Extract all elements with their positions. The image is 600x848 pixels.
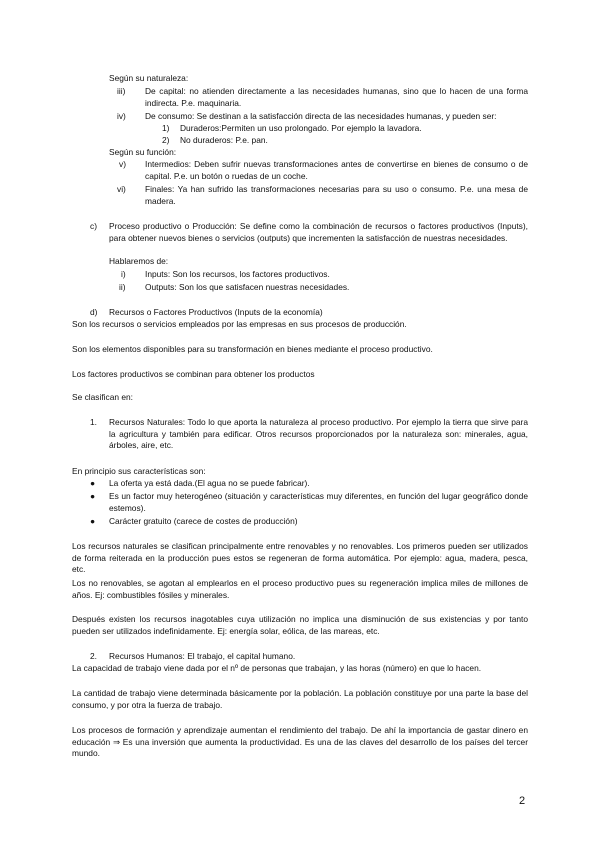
item-marker: vi)	[117, 184, 126, 194]
item-intermedios: Intermedios: Deben sufrir nuevas transformaciones antes de convertirse en bienes de consumo o de capital. P.e. un botón o ruedas de un coche.	[145, 159, 528, 181]
bullet-icon: ●	[90, 478, 96, 488]
item-finales: Finales: Ya han sufrido las transformaciones necesarias para su uso o consumo. P.e. una mesa de madera.	[145, 184, 528, 206]
sub-item-no-duraderos: No duraderos: P.e. pan.	[180, 135, 268, 145]
section-c-marker: c)	[90, 221, 97, 231]
item-outputs: Outputs: Son los que satisfacen nuestras necesidades.	[145, 282, 350, 292]
recursos-naturales-text: Recursos Naturales: Todo lo que aporta la naturaleza al proceso productivo. Por ejemplo la tierra que sirve para la agricultura y también para edificar. Otros recursos proporcionados por la naturaleza son: minerales, agua, árboles, aire, etc.	[109, 417, 528, 450]
sub-item-duraderos: Duraderos:Permiten un uso prolongado. Por ejemplo la lavadora.	[180, 123, 422, 133]
item-marker: iv)	[117, 111, 126, 121]
funcion-heading: Según su función:	[109, 147, 177, 157]
item-marker: iii)	[117, 86, 126, 96]
recursos-humanos-heading: Recursos Humanos: El trabajo, el capital humano.	[109, 651, 296, 661]
paragraph: La cantidad de trabajo viene determinada básicamente por la población. La población constituye por una parte la base del consumo, y por otra la fuerza de trabajo.	[72, 688, 528, 710]
paragraph: La capacidad de trabajo viene dada por el nº de personas que trabajan, y las horas (número) en que lo hacen.	[72, 663, 482, 673]
paragraph-inagotables: Después existen los recursos inagotables cuya utilización no implica una disminución de sus existencias y por tanto pueden ser utilizados indefinidamente. Ej: energía solar, eólica, de las mareas, etc.	[72, 614, 528, 636]
section-d-marker: d)	[90, 307, 98, 317]
page-number: 2	[519, 795, 526, 807]
sub-marker: 1)	[162, 123, 170, 133]
paragraph-renovables: Los recursos naturales se clasifican principalmente entre renovables y no renovables. Los primeros pueden ser utilizados de forma reiterada en la producción pues estos se regeneran de forma automática. Por ejemplo: agua, madera, pesca, etc.	[72, 541, 528, 574]
list-number: 1.	[90, 417, 97, 427]
bullet-item: Carácter gratuito (carece de costes de producción)	[109, 516, 298, 526]
paragraph: Son los recursos o servicios empleados por las empresas en sus procesos de producción.	[72, 319, 407, 329]
paragraph: Los factores productivos se combinan para obtener los productos	[72, 369, 315, 379]
item-marker: v)	[119, 159, 126, 169]
list-number: 2.	[90, 651, 97, 661]
naturaleza-heading: Según su naturaleza:	[109, 73, 189, 83]
paragraph: Los procesos de formación y aprendizaje aumentan el rendimiento del trabajo. De ahí la importancia de gastar dinero en educación ⇒ Es una inversión que aumenta la productividad. Es una de las claves del desarrollo de los países del tercer mundo.	[72, 725, 528, 758]
paragraph-no-renovables: Los no renovables, se agotan al emplearlos en el proceso productivo pues su regeneración implica miles de millones de años. Ej: combustibles fósiles y minerales.	[72, 578, 528, 600]
bullet-item: La oferta ya está dada.(El agua no se puede fabricar).	[109, 478, 310, 488]
item-marker: ii)	[119, 282, 126, 292]
paragraph: En principio sus características son:	[72, 466, 206, 476]
bullet-item: Es un factor muy heterogéneo (situación y características muy diferentes, en función del lugar geográfico donde estemos).	[109, 491, 528, 513]
bullet-icon: ●	[90, 516, 96, 526]
item-inputs: Inputs: Son los recursos, los factores productivos.	[145, 269, 330, 279]
section-d-heading: Recursos o Factores Productivos (Inputs de la economía)	[109, 307, 323, 317]
paragraph: Se clasifican en:	[72, 392, 133, 402]
section-c-text: Proceso productivo o Producción: Se define como la combinación de recursos o factores productivos (Inputs), para obtener nuevos bienes o servicios (outputs) que incrementen la satisfacción de nuestras necesidades.	[109, 221, 528, 243]
paragraph: Son los elementos disponibles para su transformación en bienes mediante el proceso productivo.	[72, 344, 433, 354]
sub-marker: 2)	[162, 135, 170, 145]
bullet-icon: ●	[90, 491, 96, 501]
hablaremos-label: Hablaremos de:	[109, 256, 169, 266]
item-consumo: De consumo: Se destinan a la satisfacción directa de las necesidades humanas, y pueden ser:	[145, 111, 497, 121]
item-capital: De capital: no atienden directamente a las necesidades humanas, sino que lo hacen de una forma indirecta. P.e. maquinaria.	[145, 86, 528, 108]
item-marker: i)	[121, 269, 126, 279]
